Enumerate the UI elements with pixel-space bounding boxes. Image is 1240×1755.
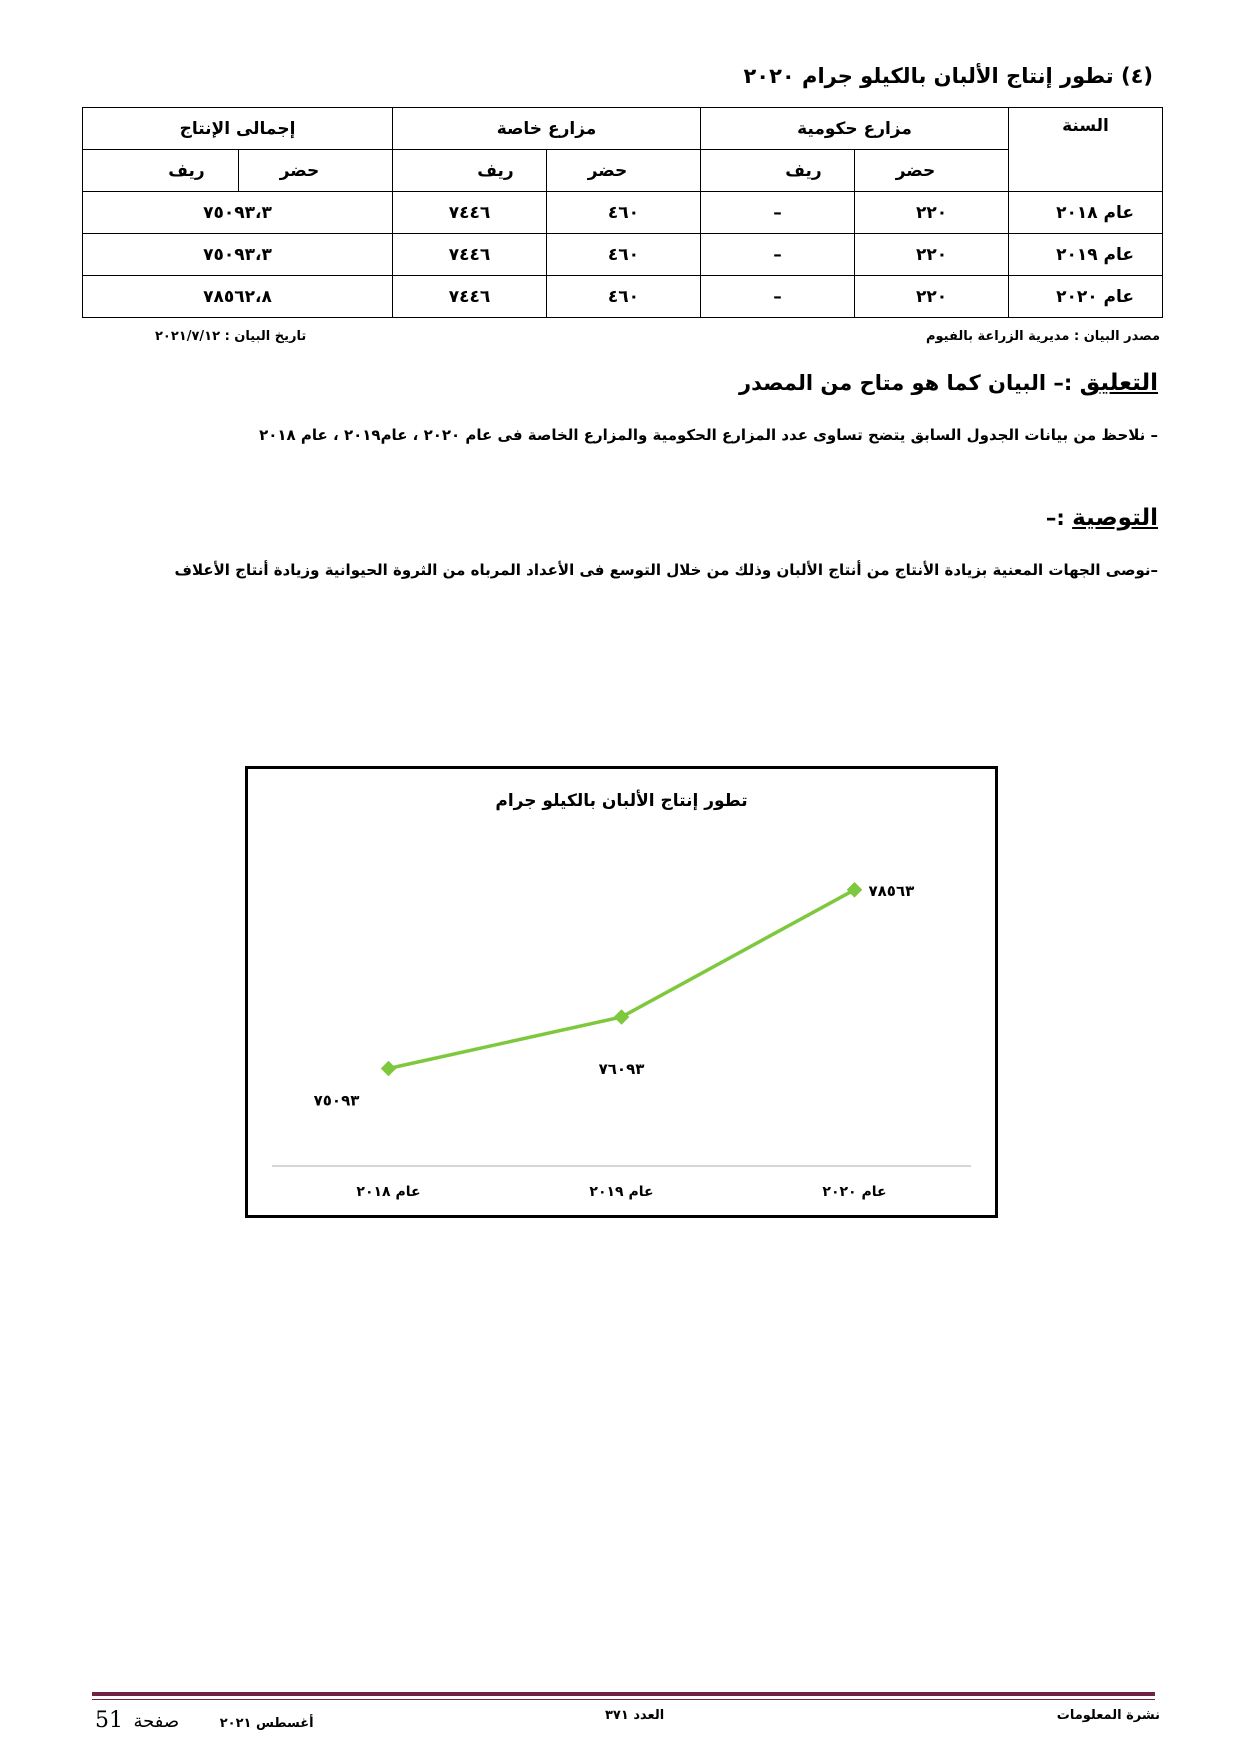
footer-page-word: صفحة [133, 1711, 180, 1732]
milk-production-table [82, 107, 1163, 318]
subheader-rural: ريف [393, 150, 547, 192]
data-date: تاريخ البيان : ٢٠٢١/٧/١٢ [155, 329, 307, 344]
footer-issue: العدد ٣٧١ [605, 1708, 665, 1723]
recommendation-line [1046, 505, 1158, 531]
cell-year: عام ٢٠١٩ [1009, 234, 1163, 276]
footer-date: أغسطس ٢٠٢١ [219, 1716, 314, 1731]
header-private-farms: مزارع خاصة [393, 108, 701, 150]
table-subheader-row [83, 150, 1163, 192]
table-heading: (٤) تطور إنتاج الألبان بالكيلو جرام ٢٠٢٠ [743, 64, 1153, 88]
cell-gov-rural: – [701, 276, 855, 318]
cell-total: ٧٨٥٦٢،٨ [83, 276, 393, 318]
cell-total: ٧٥٠٩٣،٣ [83, 234, 393, 276]
cell-private-urban: ٤٦٠ [547, 234, 701, 276]
cell-gov-urban: ٢٢٠ [855, 234, 1009, 276]
comment-label: التعليق [1079, 370, 1158, 396]
cell-gov-urban: ٢٢٠ [855, 276, 1009, 318]
cell-year: عام ٢٠١٨ [1009, 192, 1163, 234]
table-header-row [83, 108, 1163, 150]
data-label: ٧٨٥٦٣ [868, 881, 915, 900]
cell-gov-rural: – [701, 192, 855, 234]
footer-publication: نشرة المعلومات [1056, 1708, 1160, 1723]
footer-rule-thin [92, 1699, 1155, 1700]
data-source: مصدر البيان : مديرية الزراعة بالفيوم [925, 329, 1160, 344]
header-total-production: إجمالى الإنتاج [83, 108, 393, 150]
cell-year: عام ٢٠٢٠ [1009, 276, 1163, 318]
data-label: ٧٥٠٩٣ [313, 1091, 360, 1110]
x-tick-label: عام ٢٠١٨ [356, 1184, 421, 1200]
footer-page-number: 51 [95, 1708, 123, 1733]
data-point [847, 882, 863, 898]
cell-gov-urban: ٢٢٠ [855, 192, 1009, 234]
chart-title: تطور إنتاج الألبان بالكيلو جرام [495, 791, 748, 811]
subheader-rural: ريف [83, 150, 239, 192]
table-row [83, 276, 1163, 318]
footer-page-info [95, 1708, 314, 1733]
subheader-urban: حضر [239, 150, 393, 192]
subheader-urban: حضر [547, 150, 701, 192]
x-tick-label: عام ٢٠٢٠ [822, 1184, 887, 1200]
data-point [381, 1061, 397, 1077]
series-line [389, 890, 855, 1069]
cell-private-rural: ٧٤٤٦ [393, 276, 547, 318]
milk-production-chart [245, 766, 998, 1218]
header-gov-farms: مزارع حكومية [701, 108, 1009, 150]
comment-line [739, 370, 1158, 396]
recommendation-paragraph: –نوصى الجهات المعنية بزيادة الأنتاج من أنتاج الألبان وذلك من خلال التوسع فى الأعداد المرباه من الثروة الحيوانية وزيادة أنتاج الأعلاف [174, 561, 1158, 579]
table-row [83, 234, 1163, 276]
cell-private-urban: ٤٦٠ [547, 192, 701, 234]
comment-text: :– البيان كما هو متاح من المصدر [739, 371, 1080, 395]
cell-gov-rural: – [701, 234, 855, 276]
footer-rule [92, 1692, 1155, 1696]
cell-private-rural: ٧٤٤٦ [393, 234, 547, 276]
header-year: السنة [1009, 108, 1163, 192]
recommendation-text: :– [1045, 506, 1073, 530]
x-tick-label: عام ٢٠١٩ [589, 1184, 654, 1200]
cell-total: ٧٥٠٩٣،٣ [83, 192, 393, 234]
subheader-urban: حضر [855, 150, 1009, 192]
recommendation-label: التوصية [1072, 505, 1158, 531]
data-point [614, 1009, 630, 1025]
table-row [83, 192, 1163, 234]
cell-private-urban: ٤٦٠ [547, 276, 701, 318]
cell-private-rural: ٧٤٤٦ [393, 192, 547, 234]
data-label: ٧٦٠٩٣ [598, 1060, 645, 1079]
chart-plot [248, 769, 995, 1215]
comment-paragraph: – نلاحظ من بيانات الجدول السابق يتضح تساوى عدد المزارع الحكومية والمزارع الخاصة فى عام ٢٠٢٠ ، عام٢٠١٩ ، عام ٢٠١٨ [259, 426, 1158, 444]
subheader-rural: ريف [701, 150, 855, 192]
